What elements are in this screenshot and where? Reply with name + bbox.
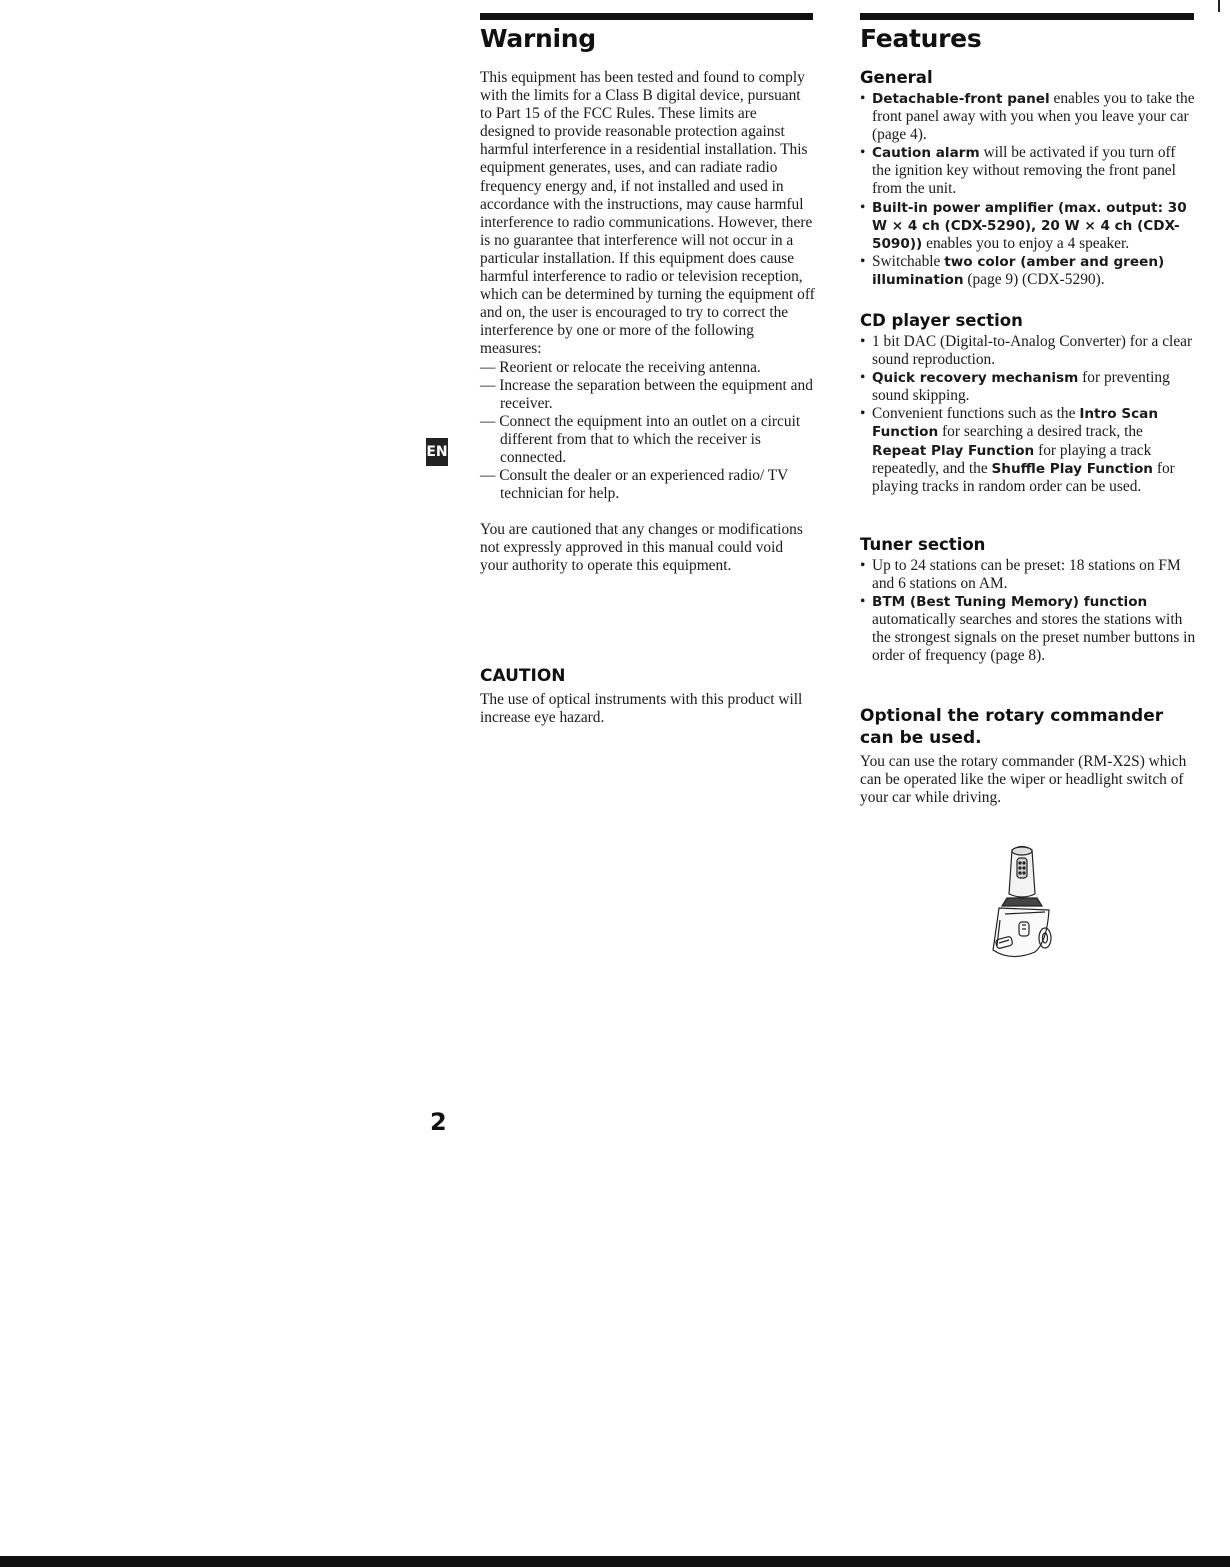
list-item: • Up to 24 stations can be preset: 18 stations on FM and 6 stations on AM. <box>860 557 1181 593</box>
features-title-rule <box>860 13 1194 20</box>
cd-heading: CD player section <box>860 311 1023 330</box>
measure-item: — Connect the equipment into an outlet on a circuit different from that to which the receiver is connected. <box>480 412 801 466</box>
list-item: • Built-in power amplifier (max. output: 30 W × 4 ch (CDX-5290), 20 W × 4 ch (CDX-5090)) enables you to enjoy a 4 speaker. <box>860 198 1187 252</box>
tuner-heading: Tuner section <box>860 535 986 554</box>
caution-heading: CAUTION <box>480 666 566 686</box>
rotary-text: You can use the rotary commander (RM-X2S) which can be operated like the wiper or headlight switch of your car while driving. <box>860 753 1187 807</box>
list-item: • Switchable two color (amber and green) illumination (page 9) (CDX-5290). <box>860 252 1165 288</box>
bottom-edge <box>0 1556 1230 1567</box>
modification-warning: You are cautioned that any changes or modifications not expressly approved in this manual could void your authority to operate this equipment. <box>480 521 803 575</box>
rotary-commander-illustration <box>985 842 1057 962</box>
list-item: • Caution alarm will be activated if you turn off the ignition key without removing the front panel from the unit. <box>860 144 1176 198</box>
features-title: Features <box>860 24 982 53</box>
cd-list <box>860 333 1196 496</box>
warning-title: Warning <box>480 24 596 53</box>
tuner-list <box>860 557 1196 666</box>
caution-text: The use of optical instruments with this product will increase eye hazard. <box>480 691 803 727</box>
cd-section <box>860 310 1196 496</box>
measures-list <box>480 359 815 504</box>
warning-paragraph: This equipment has been tested and found to comply with the limits for a Class B digital device, pursuant to Part 15 of the FCC Rules. These limits are designed to provide reasonable protection against harmful interference in a residential installation. This equipment generates, uses, and can radiate radio frequency energy and, if not installed and used in accordance with the instructions, may cause harmful interference to radio communications. However, there is no guarantee that interference will not occur in a particular installation. If this equipment does cause harmful interference to radio or television reception, which can be determined by turning the equipment off and on, the user is encouraged to try to correct the interference by one or more of the following measures: <box>480 69 815 358</box>
list-item: • BTM (Best Tuning Memory) function automatically searches and stores the stations with the strongest signals on the preset number buttons in order of frequency (page 8). <box>860 593 1196 665</box>
page-number: 2 <box>430 1108 447 1136</box>
edge-mark <box>1218 0 1220 12</box>
list-item: • Convenient functions such as the Intro Scan Function for searching a desired track, the Repeat Play Function for playing a track repeatedly, and the Shuffle Play Function for playing tracks in random order can be used. <box>860 405 1175 495</box>
list-item: • Detachable-front panel enables you to take the front panel away with you when you leave your car (page 4). <box>860 90 1195 144</box>
tuner-section <box>860 534 1196 666</box>
rotary-section <box>860 705 1196 807</box>
general-list <box>860 90 1196 289</box>
measure-item: — Consult the dealer or an experienced radio/ TV technician for help. <box>480 467 789 503</box>
measure-item: — Increase the separation between the equipment and receiver. <box>480 376 813 412</box>
warning-title-rule <box>480 13 813 20</box>
list-item: • 1 bit DAC (Digital-to-Analog Converter) for a clear sound reproduction. <box>860 333 1193 369</box>
general-heading: General <box>860 68 933 87</box>
rotary-heading: Optional the rotary commander can be used. <box>860 706 1164 748</box>
list-item: • Quick recovery mechanism for preventing sound skipping. <box>860 369 1170 405</box>
measure-item: — Reorient or relocate the receiving antenna. <box>480 358 761 376</box>
language-tab: EN <box>426 438 448 466</box>
warning-body <box>480 69 815 576</box>
general-section <box>860 67 1196 289</box>
